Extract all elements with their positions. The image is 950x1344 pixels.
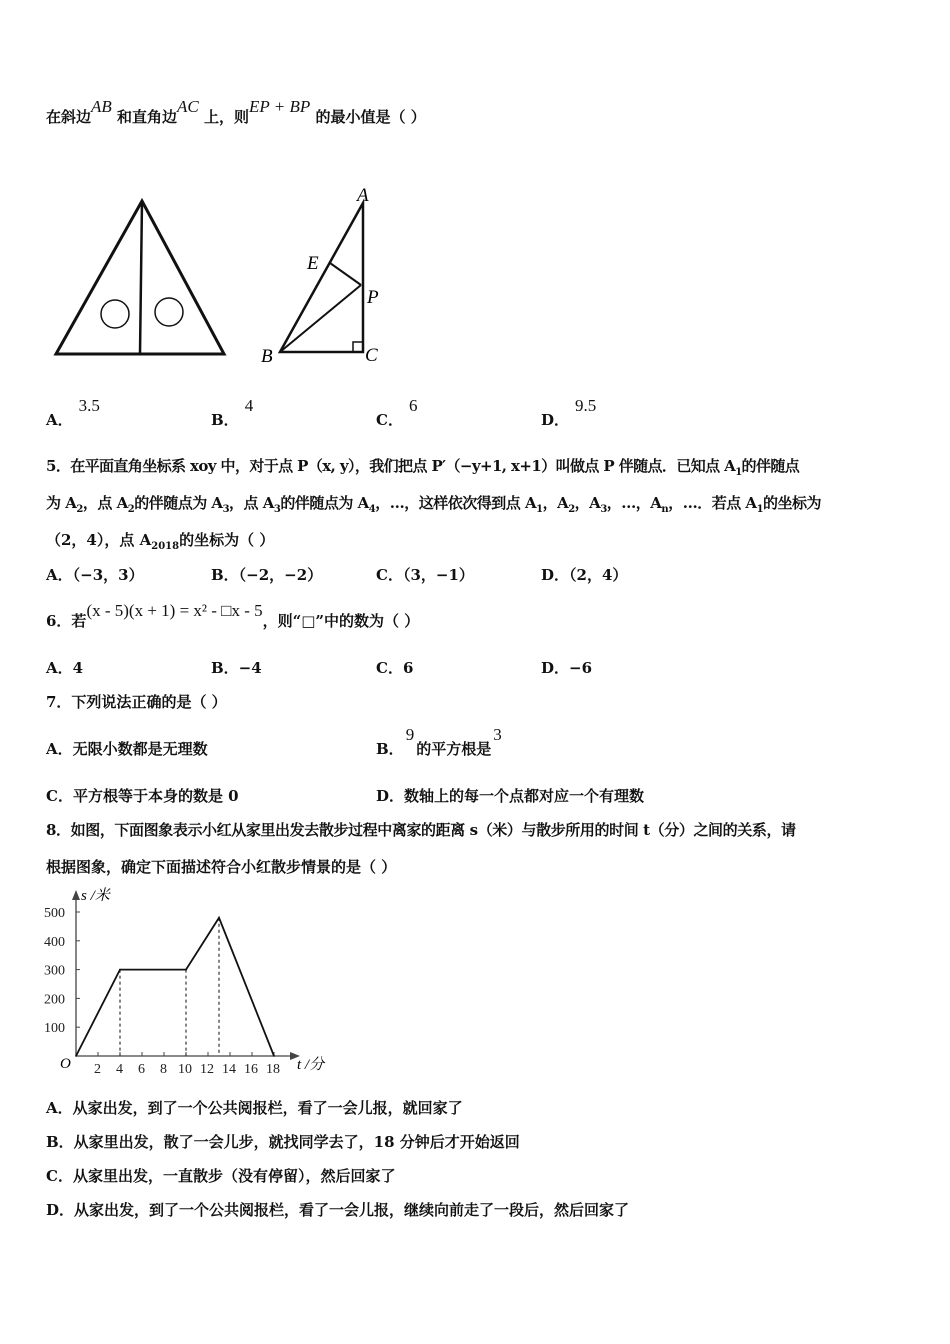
q6-equation: (x - 5)(x + 1) = x² - □x - 5	[86, 601, 263, 620]
q8-option-a: A．从家出发，到了一个公共阅报栏，看了一会儿报，就回家了	[46, 1099, 463, 1117]
q5-option-c: C．（3，−1）	[376, 566, 474, 584]
q8-line-2: 根据图象，确定下面描述符合小红散步情景的是（ ）	[46, 858, 397, 876]
label-a: A	[357, 185, 369, 206]
right-triangle-figure	[255, 185, 395, 370]
q7-option-c: C．平方根等于本身的数是 0	[46, 787, 239, 805]
q5-option-a: A．（−3，3）	[46, 566, 144, 584]
origin-label: O	[60, 1056, 71, 1072]
distance-series-line	[76, 918, 274, 1056]
q4-math-ep-bp: EP + BP	[249, 97, 311, 116]
distance-time-chart	[40, 882, 340, 1082]
x-tick-label: 18	[266, 1062, 280, 1077]
q7-option-d: D．数轴上的每一个点都对应一个有理数	[376, 787, 645, 805]
q4-math-ab: AB	[91, 97, 112, 116]
label-b: B	[261, 346, 273, 367]
q7-stem: 7．下列说法正确的是（ ）	[46, 693, 227, 711]
x-tick-label: 10	[178, 1062, 192, 1077]
x-tick-label: 4	[116, 1062, 123, 1077]
q8-option-c: C．从家里出发，一直散步（没有停留），然后回家了	[46, 1167, 396, 1185]
q8-option-b: B．从家里出发，散了一会儿步，就找同学去了，18 分钟后才开始返回	[46, 1133, 520, 1151]
q5-line-3: （2，4），点 $A_{2018}$的坐标为（ ）	[46, 531, 275, 552]
q5-line-1: 5．在平面直角坐标系 xoy 中，对于点 P（x, y），我们把点 P′（−y+1, x+1）叫做点 P 伴随点．已知点 $A_1$的伴随点	[46, 457, 800, 478]
q4-stem-text: 的最小值是（ ）	[315, 108, 426, 126]
q8-line-1: 8．如图，下面图象表示小红从家里出发去散步过程中离家的距离 s（米）与散步所用的时间 t（分）之间的关系，请	[46, 821, 796, 839]
data-point	[185, 969, 187, 971]
x-tick-label: 12	[200, 1062, 214, 1077]
label-c: C	[365, 345, 378, 366]
q6-option-a: A．4	[46, 659, 84, 677]
y-tick-label: 100	[44, 1021, 65, 1037]
q4-stem	[46, 97, 426, 127]
y-tick-label: 300	[44, 963, 65, 979]
data-point	[119, 969, 121, 971]
q5-option-b: B．（−2，−2）	[211, 566, 323, 584]
q5-line-2: 为 $A_2$，点 $A_2$的伴随点为 $A_3$，点 $A_3$的伴随点为 $A_4$，…，这样依次得到点 $A_1$，$A_2$，$A_3$，…，$A_n$，…．若点 $A_1$的坐标为	[46, 494, 822, 515]
q4-option-d: D．9.5	[541, 396, 597, 429]
data-point	[75, 1055, 77, 1057]
y-tick-label: 200	[44, 992, 65, 1008]
x-axis-label: t /分	[297, 1057, 325, 1073]
x-tick-label: 8	[160, 1062, 167, 1077]
y-axis-arrow	[72, 890, 80, 900]
data-point	[273, 1055, 275, 1057]
y-tick-label: 500	[44, 906, 65, 921]
q6-stem: 6．若(x - 5)(x + 1) = x² - □x - 5，则“□”中的数为（ ）	[46, 601, 420, 630]
y-tick-label: 400	[44, 934, 65, 950]
triangle-figure	[48, 195, 228, 360]
q4-math-ac: AC	[177, 97, 199, 116]
x-tick-label: 14	[222, 1062, 236, 1077]
q4-option-b: B．4	[211, 396, 254, 429]
y-axis-label: s /米	[81, 888, 110, 904]
q4-stem-text: 和直角边	[117, 108, 178, 126]
q4-option-a: A．3.5	[46, 396, 100, 429]
q7-option-b: B．9的平方根是3	[376, 725, 502, 758]
q6-option-c: C．6	[376, 659, 414, 677]
q8-option-d: D．从家出发，到了一个公共阅报栏，看了一会儿报，继续向前走了一段后，然后回家了	[46, 1201, 630, 1219]
q5-option-d: D．（2，4）	[541, 566, 628, 584]
q6-option-b: B．−4	[211, 659, 262, 677]
q7-option-a: A．无限小数都是无理数	[46, 740, 208, 758]
q6-option-d: D．−6	[541, 659, 593, 677]
q4-stem-text: 上，则	[204, 108, 250, 126]
x-tick-label: 2	[94, 1062, 101, 1077]
q4-option-c: C．6	[376, 396, 418, 429]
label-p: P	[367, 287, 379, 308]
data-point	[218, 917, 220, 919]
label-e: E	[307, 253, 319, 274]
x-tick-label: 16	[244, 1062, 258, 1077]
q4-stem-text: 在斜边	[46, 108, 92, 126]
x-tick-label: 6	[138, 1062, 145, 1077]
